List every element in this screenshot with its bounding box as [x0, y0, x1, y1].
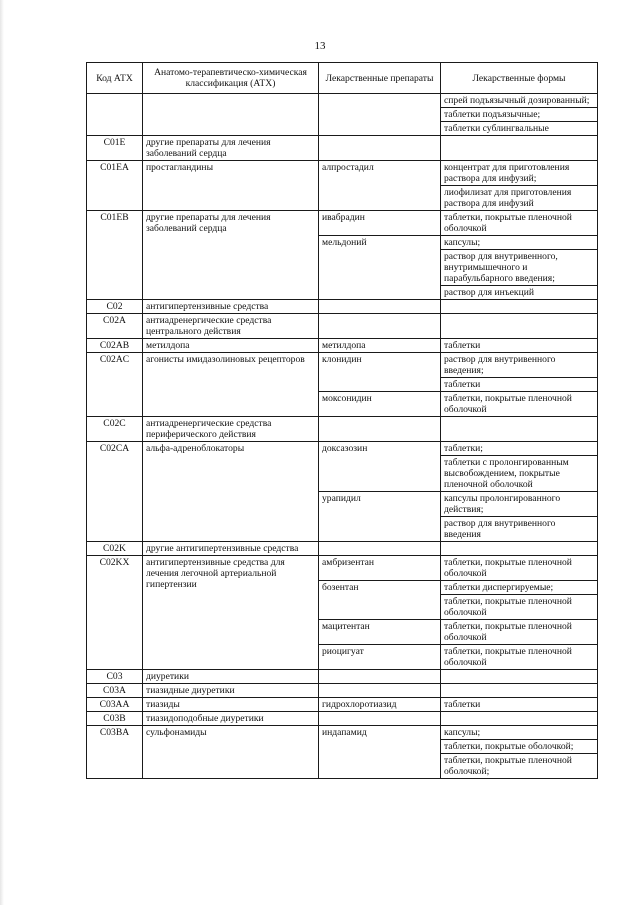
dosage-form-cell	[441, 300, 598, 314]
table-row	[87, 211, 598, 236]
table-row	[87, 556, 598, 581]
atx-code-cell: C02AC	[87, 353, 143, 417]
atx-classification-cell: антиадренергические средства периферического действия	[143, 417, 319, 442]
header-classification: Анатомо-терапевтическо-химическая классификация (АТХ)	[143, 63, 319, 94]
header-code: Код АТХ	[87, 63, 143, 94]
atx-code-cell: C03AA	[87, 698, 143, 712]
dosage-form-cell: спрей подъязычный дозированный;	[441, 94, 598, 108]
atx-classification-cell: тиазидные диуретики	[143, 684, 319, 698]
atx-table	[86, 62, 598, 779]
dosage-form-cell	[441, 136, 598, 161]
drug-name-cell: мацитентан	[319, 620, 441, 645]
dosage-form-cell	[441, 712, 598, 726]
dosage-form-cell: раствор для внутривенного введения;	[441, 353, 598, 378]
drug-name-cell	[319, 94, 441, 136]
table-row	[87, 300, 598, 314]
dosage-form-cell: таблетки, покрытые пленочной оболочкой	[441, 211, 598, 236]
dosage-form-cell	[441, 684, 598, 698]
atx-classification-cell: антигипертензивные средства	[143, 300, 319, 314]
table-row	[87, 698, 598, 712]
table-row	[87, 726, 598, 740]
drug-name-cell: алпростадил	[319, 161, 441, 211]
atx-classification-cell: простагландины	[143, 161, 319, 211]
dosage-form-cell: капсулы пролонгированного действия;	[441, 492, 598, 517]
table-row	[87, 353, 598, 378]
atx-classification-cell: сульфонамиды	[143, 726, 319, 779]
drug-name-cell	[319, 300, 441, 314]
atx-classification-cell: антиадренергические средства центрального действия	[143, 314, 319, 339]
atx-code-cell: C02CA	[87, 442, 143, 542]
dosage-form-cell: лиофилизат для приготовления раствора для инфузий	[441, 186, 598, 211]
atx-code-cell: C03BA	[87, 726, 143, 779]
drug-name-cell	[319, 670, 441, 684]
dosage-form-cell: таблетки	[441, 339, 598, 353]
atx-classification-cell: тиазидоподобные диуретики	[143, 712, 319, 726]
atx-code-cell: C02K	[87, 542, 143, 556]
atx-code-cell: C01E	[87, 136, 143, 161]
dosage-form-cell: капсулы;	[441, 236, 598, 250]
drug-name-cell	[319, 542, 441, 556]
atx-code-cell: C02A	[87, 314, 143, 339]
atx-classification-cell: другие антигипертензивные средства	[143, 542, 319, 556]
dosage-form-cell: таблетки, покрытые пленочной оболочкой;	[441, 754, 598, 779]
drug-name-cell: метилдопа	[319, 339, 441, 353]
dosage-form-cell: таблетки сублингвальные	[441, 122, 598, 136]
table-row	[87, 339, 598, 353]
header-drugs: Лекарственные препараты	[319, 63, 441, 94]
atx-classification-cell: другие препараты для лечения заболеваний сердца	[143, 136, 319, 161]
atx-classification-cell: агонисты имидазолиновых рецепторов	[143, 353, 319, 417]
dosage-form-cell: таблетки, покрытые пленочной оболочкой	[441, 645, 598, 670]
atx-code-cell: C01EA	[87, 161, 143, 211]
table-row	[87, 314, 598, 339]
dosage-form-cell: таблетки с пролонгированным высвобождением, покрытые пленочной оболочкой	[441, 456, 598, 492]
dosage-form-cell	[441, 314, 598, 339]
dosage-form-cell	[441, 542, 598, 556]
dosage-form-cell	[441, 670, 598, 684]
dosage-form-cell: таблетки	[441, 698, 598, 712]
table-row	[87, 712, 598, 726]
atx-code-cell: C02KX	[87, 556, 143, 670]
atx-code-cell: C03B	[87, 712, 143, 726]
drug-name-cell: клонидин	[319, 353, 441, 392]
dosage-form-cell: таблетки	[441, 378, 598, 392]
table-row	[87, 161, 598, 186]
drug-name-cell	[319, 314, 441, 339]
drug-name-cell: доксазозин	[319, 442, 441, 492]
drug-name-cell: гидрохлоротиазид	[319, 698, 441, 712]
dosage-form-cell: концентрат для приготовления раствора для инфузий;	[441, 161, 598, 186]
drug-name-cell	[319, 136, 441, 161]
dosage-form-cell: раствор для внутривенного введения	[441, 517, 598, 542]
dosage-form-cell: таблетки, покрытые оболочкой;	[441, 740, 598, 754]
drug-name-cell	[319, 684, 441, 698]
dosage-form-cell: таблетки подъязычные;	[441, 108, 598, 122]
atx-classification-cell: тиазиды	[143, 698, 319, 712]
table-row	[87, 94, 598, 108]
table-row	[87, 136, 598, 161]
atx-table-body	[87, 94, 598, 779]
atx-classification-cell	[143, 94, 319, 136]
atx-classification-cell: альфа-адреноблокаторы	[143, 442, 319, 542]
atx-code-cell: C03	[87, 670, 143, 684]
table-row	[87, 417, 598, 442]
drug-name-cell: индапамид	[319, 726, 441, 779]
scan-edge-shadow	[0, 0, 4, 905]
table-row	[87, 684, 598, 698]
dosage-form-cell: раствор для внутривенного, внутримышечного и парабульбарного введения;	[441, 250, 598, 286]
atx-code-cell: C02AB	[87, 339, 143, 353]
dosage-form-cell: таблетки, покрытые пленочной оболочкой	[441, 392, 598, 417]
drug-name-cell: урапидил	[319, 492, 441, 542]
atx-code-cell	[87, 94, 143, 136]
drug-name-cell: бозентан	[319, 581, 441, 620]
drug-name-cell: риоцигуат	[319, 645, 441, 670]
atx-code-cell: C02	[87, 300, 143, 314]
dosage-form-cell: раствор для инъекций	[441, 286, 598, 300]
atx-code-cell: C02C	[87, 417, 143, 442]
table-row	[87, 542, 598, 556]
page-number: 13	[314, 40, 326, 52]
atx-classification-cell: антигипертензивные средства для лечения легочной артериальной гипертензии	[143, 556, 319, 670]
drug-name-cell: моксонидин	[319, 392, 441, 417]
dosage-form-cell: таблетки;	[441, 442, 598, 456]
dosage-form-cell: таблетки диспергируемые;	[441, 581, 598, 595]
dosage-form-cell: таблетки, покрытые пленочной оболочкой	[441, 556, 598, 581]
drug-name-cell: амбризентан	[319, 556, 441, 581]
dosage-form-cell	[441, 417, 598, 442]
header-forms: Лекарственные формы	[441, 63, 598, 94]
dosage-form-cell: капсулы;	[441, 726, 598, 740]
table-row	[87, 442, 598, 456]
atx-code-cell: C01EB	[87, 211, 143, 300]
drug-name-cell	[319, 417, 441, 442]
dosage-form-cell: таблетки, покрытые пленочной оболочкой	[441, 595, 598, 620]
drug-name-cell: ивабрадин	[319, 211, 441, 236]
table-row	[87, 670, 598, 684]
drug-name-cell	[319, 712, 441, 726]
atx-classification-cell: диуретики	[143, 670, 319, 684]
atx-classification-cell: метилдопа	[143, 339, 319, 353]
table-header-row	[87, 63, 598, 94]
atx-classification-cell: другие препараты для лечения заболеваний сердца	[143, 211, 319, 300]
atx-code-cell: C03A	[87, 684, 143, 698]
dosage-form-cell: таблетки, покрытые пленочной оболочкой	[441, 620, 598, 645]
drug-name-cell: мельдоний	[319, 236, 441, 300]
